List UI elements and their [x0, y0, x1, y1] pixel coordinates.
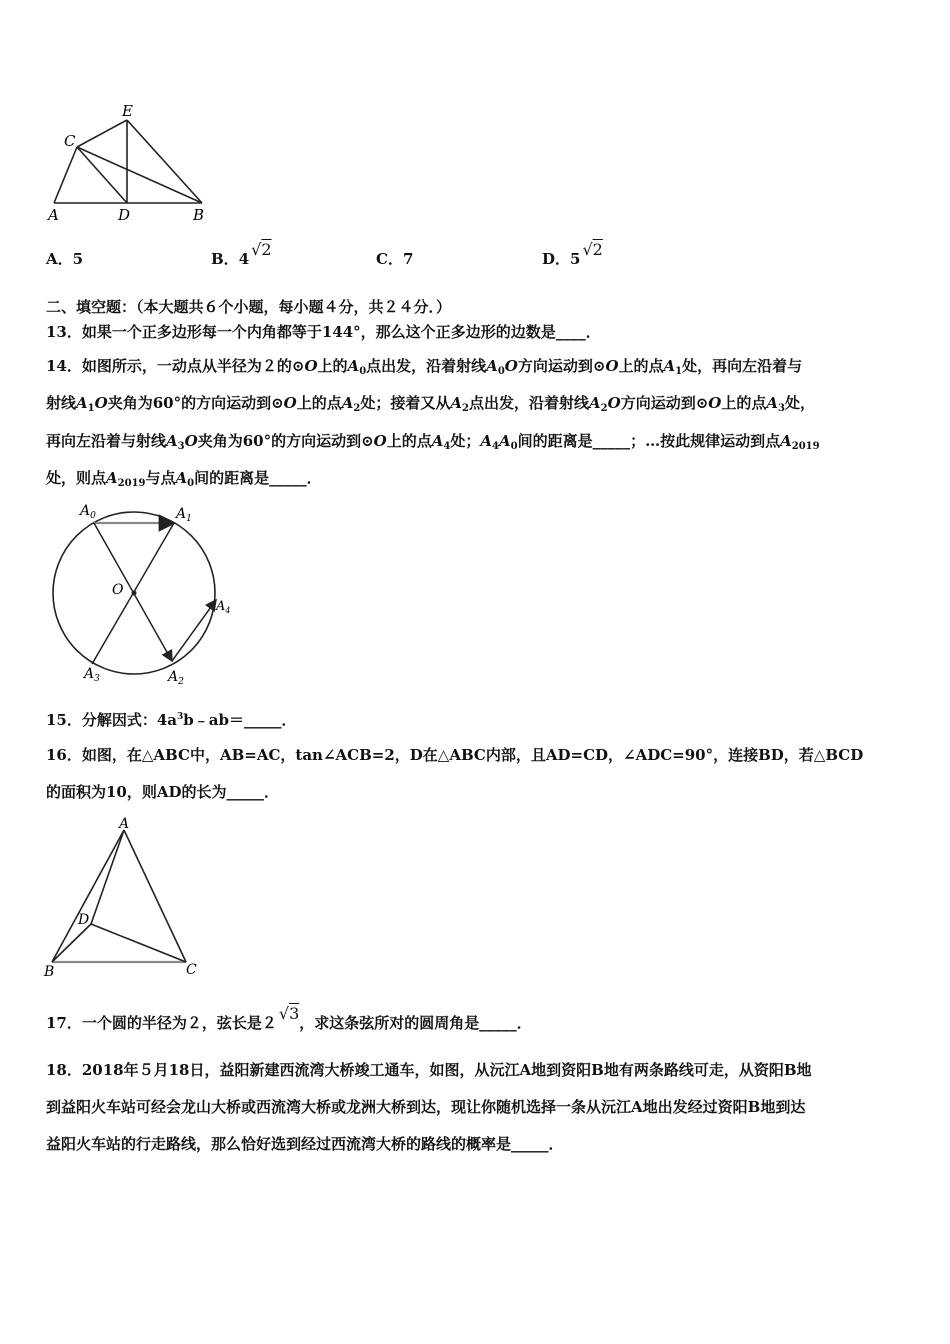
label-a1: $A_1$ [176, 506, 192, 524]
segment-dc [91, 924, 186, 962]
question-17: 17．一个圆的半径为２，弦长是２ √3，求这条弦所对的圆周角是_____． [46, 1004, 532, 1032]
question-15: 15．分解因式：$4a^3b﹣ab=\_\_\_\_\_$． [46, 711, 297, 729]
option-c-label: C． [376, 250, 403, 268]
option-b-label: B． [211, 250, 239, 268]
figure-triangle-abc [42, 812, 212, 982]
question-18-line-2: 到益阳火车站可经会龙山大桥或西流湾大桥或龙洲大桥到达，现让你随机选择一条从沅江A地出发经过资阳B地到达 [46, 1098, 806, 1116]
option-d[interactable] [542, 240, 603, 269]
segment-ad [91, 830, 124, 924]
option-c-value: 7 [402, 250, 414, 268]
segment-cd [77, 147, 127, 203]
option-a-value: 5 [72, 250, 84, 268]
question-16-line-1: 16．如图，在△ABC中，AB=AC，tan∠ACB=2，D在△ABC内部，且AD=CD，∠ADC=90°，连接BD，若△BCD [46, 746, 864, 764]
label-a2: $A_2$ [168, 669, 184, 687]
segment-ab [52, 830, 124, 962]
question-13: 13．如果一个正多边形每一个内角都等于144°，那么这个正多边形的边数是____． [46, 323, 601, 341]
section-heading: 二、填空题：（本大题共６个小题，每小题４分，共２４分．） [46, 298, 452, 316]
label-a: A [119, 816, 130, 832]
label-a: A [48, 206, 59, 224]
option-a-label: A． [46, 250, 73, 268]
option-b[interactable] [211, 240, 272, 269]
question-14-line-1: 14．如图所示，一动点从半径为２的⊙O上的$A_0$点出发，沿着射线$A_0O$方向运动到⊙O上的点$A_1$处，再向左沿着与 [46, 357, 803, 377]
option-b-value: 4 [238, 250, 250, 268]
label-e: E [122, 102, 133, 120]
sqrt-2-b: √2 [251, 240, 272, 259]
label-a3: $A_3$ [84, 666, 100, 684]
label-b: B [193, 206, 205, 224]
label-b: B [44, 964, 55, 980]
label-d: D [118, 206, 131, 224]
sqrt-3: √3 [278, 1004, 300, 1023]
question-14-line-3: 再向左沿着与射线$A_3O$夹角为60°的方向运动到⊙O上的点$A_4$处；$A_4A_0$间的距离是_____；…按此规律运动到点$A_{2019}$ [46, 432, 820, 452]
question-18-line-1: 18．2018年５月18日，益阳新建西流湾大桥竣工通车，如图，从沅江A地到资阳B地有两条路线可走，从资阳B地 [46, 1061, 812, 1079]
center-o [132, 591, 137, 596]
label-o: O [112, 582, 124, 598]
segment-a2-a4 [172, 600, 216, 661]
option-c[interactable] [376, 248, 413, 269]
label-a0: $A_0$ [80, 503, 96, 521]
label-d: D [78, 912, 90, 928]
segment-ac [54, 147, 77, 203]
option-a[interactable] [46, 248, 83, 269]
label-a4: $A_4$ [216, 599, 231, 615]
segment-eb [127, 120, 202, 203]
question-14-line-4: 处，则点$A_{2019}$与点$A_0$间的距离是_____． [46, 469, 322, 489]
label-c: C [186, 962, 197, 978]
question-16-line-2: 的面积为10，则AD的长为_____． [46, 783, 280, 801]
segment-bd [52, 924, 91, 962]
segment-cb [77, 147, 202, 203]
segment-ac [124, 830, 186, 962]
segment-ce [77, 120, 127, 147]
figure-triangle-ecadb [44, 100, 214, 225]
sqrt-2-d: √2 [582, 240, 603, 259]
question-18-line-3: 益阳火车站的行走路线，那么恰好选到经过西流湾大桥的路线的概率是_____． [46, 1135, 564, 1153]
figure-circle [44, 498, 244, 693]
label-c: C [64, 132, 76, 150]
question-14-line-2: 射线$A_1O$夹角为60°的方向运动到⊙O上的点$A_2$处；接着又从$A_2$点出发，沿着射线$A_2O$方向运动到⊙O上的点$A_3$处， [46, 394, 815, 414]
option-d-label: D． [542, 250, 571, 268]
option-d-value: 5 [570, 250, 581, 268]
segment-a1-a2 [172, 523, 174, 660]
